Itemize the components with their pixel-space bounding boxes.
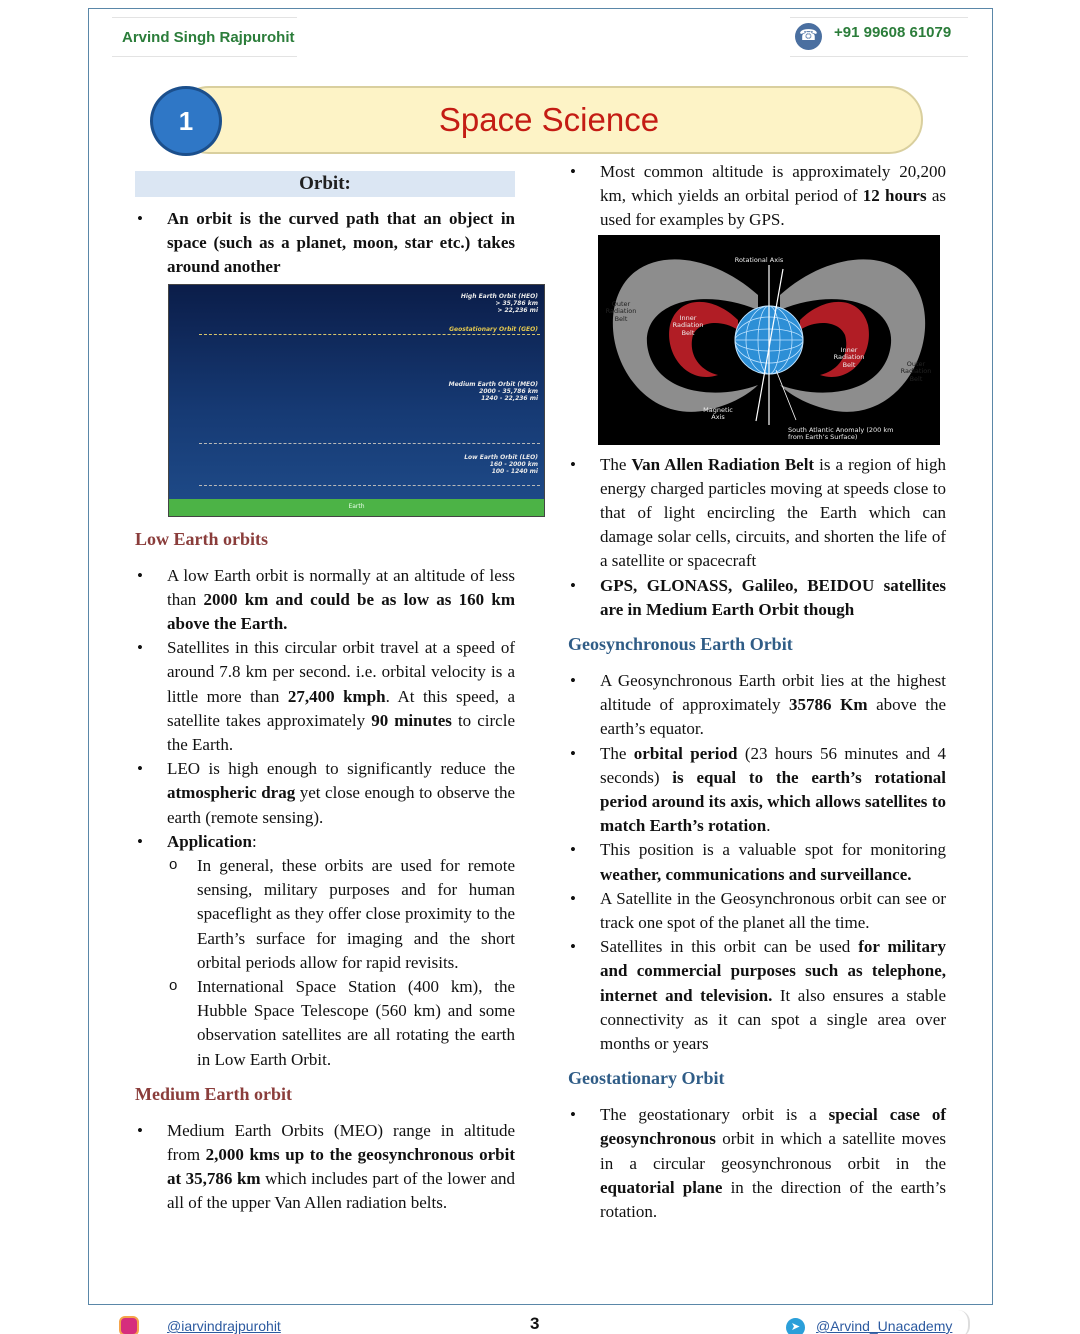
geosync-bullet-1: • A Geosynchronous Earth orbit lies at the highest altitude of approximately 35786 Km above the earth’s equator. (568, 669, 946, 742)
gnss-bullet: • GPS, GLONASS, Galileo, BEIDOU satellites are in Medium Earth Orbit though (568, 574, 946, 622)
leo-label: Low Earth Orbit (LEO) 160 - 2000 km 100 - 1240 mi (464, 453, 538, 475)
left-column (135, 171, 538, 1216)
rotational-axis-label: Rotational Axis (734, 255, 784, 264)
geo-label: Geostationary Orbit (GEO) (449, 325, 538, 333)
geostationary-bullet-1: • The geostationary orbit is a special case of geosynchronous orbit in which a satellite moves in a circular geosynchronous orbit in the equatorial plane in the direction of the earth’s rotation. (568, 1103, 946, 1224)
leo-line (199, 485, 540, 486)
geosync-bullet-5: • Satellites in this orbit can be used for military and commercial purposes such as telephone, internet and television. It also ensures a stable connectivity as it can spot a single area over months or years (568, 935, 946, 1056)
leo-heading: Low Earth orbits (135, 528, 269, 549)
van-allen-belt-diagram (598, 235, 940, 445)
earth-surface: Earth (169, 499, 544, 516)
geosync-bullet-3: • This position is a valuable spot for monitoring weather, communications and surveillance. (568, 838, 946, 886)
chapter-title: Space Science (438, 101, 660, 138)
meo-line (199, 443, 540, 444)
geo-line (199, 334, 540, 335)
orbit-altitude-diagram (168, 284, 545, 517)
instagram-icon (119, 1316, 139, 1334)
geosync-bullet-2: • The orbital period (23 hours 56 minutes and 4 seconds) is equal to the earth’s rotational period around its axis, which allows satellites to match Earth’s rotation. (568, 742, 946, 839)
phone-contact (790, 17, 968, 57)
gps-bullet: • Most common altitude is approximately 20,200 km, which yields an orbital period of 12 hours as used for examples by GPS. (568, 160, 946, 233)
right-column (568, 160, 946, 1224)
leo-sub-bullet-2: o International Space Station (400 km), the Hubble Space Telescope (560 km) and some observation satellites are all rotating the earth in Low Earth Orbit. (167, 975, 515, 1072)
leo-bullet-4: • Application: o In general, these orbits are used for remote sensing, military purposes and for human spaceflight as they offer close proximity to the Earth’s surface for imaging and the short orbital periods allow for rapid revisits. o International Space Station (400 km), the Hubble Space Telescope (560 km) and some observation satellites are all rotating the earth in Low Earth Orbit. (135, 830, 515, 1072)
outer-belt-left-label: Outer Radiation Belt (605, 299, 637, 323)
chapter-title-banner (175, 86, 923, 154)
telegram-icon: ➤ (786, 1318, 805, 1334)
inner-belt-right-label: Inner Radiation Belt (833, 345, 865, 369)
phone-icon: ☎ (795, 23, 822, 50)
leo-bullet-2: • Satellites in this circular orbit travel at a speed of around 7.8 km per second. i.e. orbital velocity is a little more than 27,400 kmph. At this speed, a satellite takes approximately 90 minutes to circle the Earth. (135, 636, 515, 757)
geostationary-heading: Geostationary Orbit (568, 1068, 725, 1089)
orbit-definition: • An orbit is the curved path that an object in space (such as a planet, moon, star etc.) takes around another (135, 207, 515, 280)
author-name: Arvind Singh Rajpurohit (112, 17, 297, 57)
van-allen-bullet: • The Van Allen Radiation Belt is a region of high energy charged particles moving at speeds close to that of light encircling the Earth which can damage solar cells, circuits, and shorten the life of a satellite or spacecraft (568, 453, 946, 574)
geosynchronous-heading: Geosynchronous Earth Orbit (568, 634, 793, 655)
telegram-handle-link[interactable]: @Arvind_Unacademy (816, 1318, 953, 1334)
inner-belt-left-label: Inner Radiation Belt (672, 313, 704, 337)
geosync-bullet-4: • A Satellite in the Geosynchronous orbit can see or track one spot of the planet all the time. (568, 887, 946, 935)
magnetic-axis-label: Magnetic Axis (703, 405, 733, 422)
heo-label: High Earth Orbit (HEO) > 35,786 km > 22,236 mi (460, 292, 538, 314)
leo-sub-bullet-1: o In general, these orbits are used for remote sensing, military purposes and for human spaceflight as they offer close proximity to the Earth’s surface for imaging and the short orbital periods allow for rapid revisits. (167, 854, 515, 975)
phone-number: +91 99608 61079 (834, 24, 952, 41)
leo-bullet-3: • LEO is high enough to significantly reduce the atmospheric drag yet close enough to observe the earth (remote sensing). (135, 757, 515, 830)
meo-label: Medium Earth Orbit (MEO) 2000 - 35,786 km 1240 - 22,236 mi (448, 380, 538, 402)
chapter-number-badge: 1 (150, 86, 222, 156)
meo-bullet-1: • Medium Earth Orbits (MEO) range in altitude from 2,000 kms up to the geosynchronous orbit at 35,786 km which includes part of the lower and all of the upper Van Allen radiation belts. (135, 1119, 515, 1216)
outer-belt-right-label: Outer Radiation Belt (900, 359, 932, 383)
meo-heading: Medium Earth orbit (135, 1083, 292, 1104)
orbit-heading: Orbit: (135, 171, 515, 197)
south-atlantic-anomaly-label: South Atlantic Anomaly (200 km from Earth’s Surface) (788, 425, 894, 442)
instagram-handle-link[interactable]: @iarvindrajpurohit (167, 1318, 281, 1334)
leo-bullet-1: • A low Earth orbit is normally at an altitude of less than 2000 km and could be as low as 160 km above the Earth. (135, 564, 515, 637)
page-number: 3 (530, 1314, 540, 1333)
